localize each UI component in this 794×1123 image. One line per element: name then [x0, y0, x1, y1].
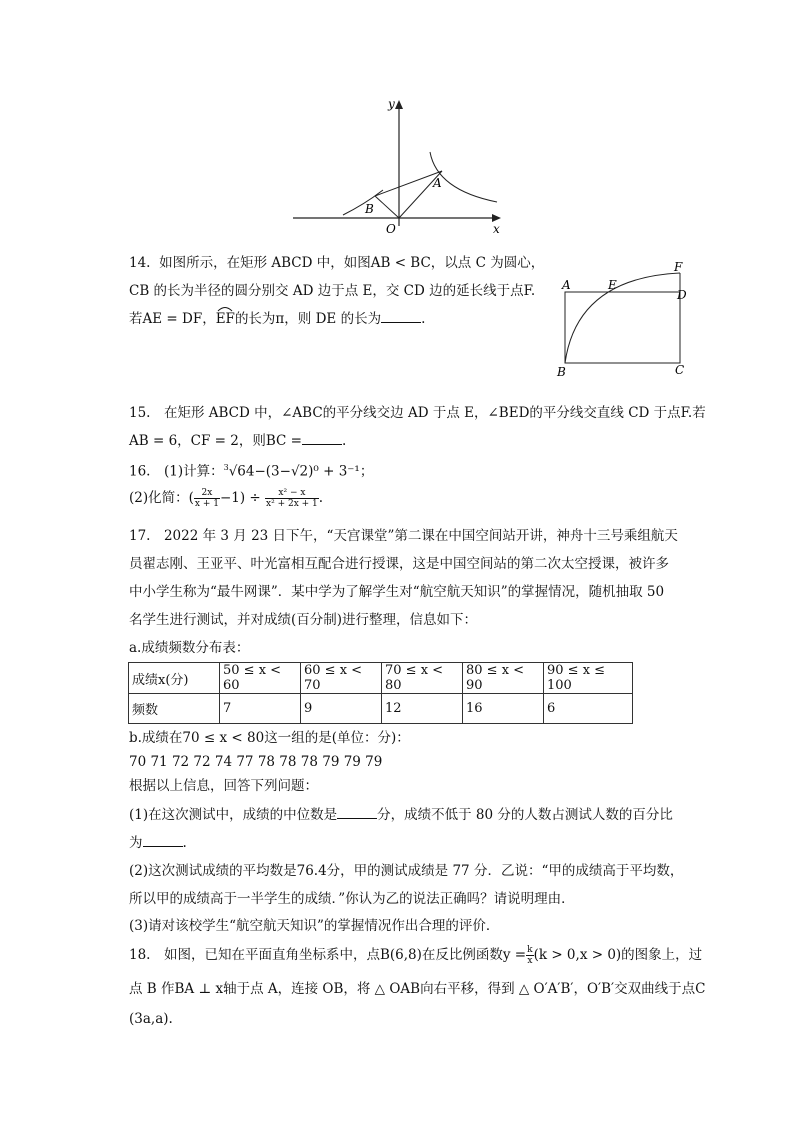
hyperbola-figure: [285, 92, 510, 242]
label-c: C: [675, 363, 685, 377]
radical-sign: √: [228, 463, 238, 480]
q17-part2-line1: (2)这次测试成绩的平均数是76.4分，甲的测试成绩是 77 分．乙说：“甲的成绩高于平均数，: [129, 863, 684, 879]
x-axis-label: x: [493, 222, 500, 236]
q17-line2: 员翟志刚、王亚平、叶光富相互配合进行授课，这是中国空间站的第二次太空授课，被许多: [129, 556, 669, 572]
label-d: D: [677, 288, 687, 302]
q15-answer-blank: [302, 432, 342, 445]
q17-line4: 名学生进行测试，并对成绩(百分制)进行整理，信息如下：: [129, 612, 478, 628]
q17-line3: 中小学生称为“最牛网课”．某中学为了解学生对“航空航天知识”的掌握情况，随机抽取 50: [129, 584, 665, 600]
q18-line3: (3a,a).: [129, 1011, 173, 1027]
rectangle-arc-figure: [555, 258, 705, 383]
table-cell: 16: [463, 694, 544, 724]
table-cell: 6: [544, 694, 633, 724]
q14-answer-blank: [381, 310, 421, 323]
label-b: B: [557, 365, 566, 379]
q16-line2: (2)化简：( $\frac{2x}{x + 1}$ −1) ÷ $\frac{\text{x² − x}}{\text{x² + 2x + 1}}$ .: [129, 488, 324, 509]
q17-intro: 根据以上信息，回答下列问题：: [129, 778, 318, 794]
q17-line1: 17. 2022 年 3 月 23 日下午，“天宫课堂”第二课在中国空间站开讲，神舟十三号乘组航天: [129, 528, 678, 544]
table-header-cell: 50 ≤ x < 60: [220, 663, 301, 694]
q17-part1-line1: (1)在这次测试中，成绩的中位数是 分，成绩不低于 80 分的人数占测试人数的百分比: [129, 807, 673, 823]
table-cell: 7: [220, 694, 301, 724]
fraction-k-over-x: $\frac{k}{x}$: [527, 945, 533, 966]
q17-part3: (3)请对该校学生“航空航天知识”的掌握情况作出合理的评价．: [129, 918, 500, 934]
table-header-cell: 80 ≤ x < 90: [463, 663, 544, 694]
q18-line1: 18. 如图，已知在平面直角坐标系中，点B(6,8)在反比例函数y = $\frac{k}{x}$ (k > 0,x > 0)的图象上，过: [129, 945, 703, 966]
table-header-cell: 成绩x(分): [129, 663, 220, 694]
label-e: E: [608, 278, 617, 292]
q18-line2: 点 B 作BA ⊥ x轴于点 A，连接 OB，将 △ OAB向右平移，得到 △ O′A′B′，O′B′交双曲线于点C: [129, 981, 706, 997]
table-row: [129, 694, 633, 724]
q15-line1: 15. 在矩形 ABCD 中，∠ABC的平分线交边 AD 于点 E，∠BED的平分线交直线 CD 于点F.若: [129, 405, 706, 421]
root-index: 3: [223, 463, 229, 472]
table-cell: 9: [301, 694, 382, 724]
table-header-row: [129, 663, 633, 694]
q17-part2-line2: 所以甲的成绩高于一半学生的成绩．”你认为乙的说法正确吗？请说明理由．: [129, 891, 575, 907]
q17-scores: 70 71 72 72 74 77 78 78 78 79 79 79: [129, 754, 383, 770]
q17-median-blank: [337, 806, 377, 819]
table-row-label: 频数: [129, 694, 220, 724]
table-header-cell: 90 ≤ x ≤ 100: [544, 663, 633, 694]
q16-line1: 16. (1)计算：$^3$√64−(3−√2)⁰ + 3⁻¹；: [129, 463, 374, 480]
label-f: F: [674, 260, 683, 274]
table-header-cell: 60 ≤ x < 70: [301, 663, 382, 694]
fraction-2: $\frac{\text{x² − x}}{\text{x² + 2x + 1}}$: [266, 488, 318, 509]
q15-line2: AB = 6，CF = 2，则BC = .: [129, 433, 347, 449]
q14-line1: 14. 如图所示，在矩形 ABCD 中，如图AB < BC，以点 C 为圆心，: [129, 255, 545, 271]
table-header-cell: 70 ≤ x < 80: [382, 663, 463, 694]
origin-label: O: [386, 222, 396, 236]
table-title: a.成绩频数分布表：: [129, 640, 250, 656]
arc-mark: [217, 306, 233, 312]
q17-percent-blank: [143, 834, 183, 847]
q14-line2: CB 的长为半径的圆分别交 AD 边于点 E，交 CD 边的延长线于点F.: [129, 283, 536, 299]
point-b-label: B: [365, 202, 374, 216]
q17-part1-line2: 为 .: [129, 835, 187, 851]
table-cell: 12: [382, 694, 463, 724]
point-a-label: A: [433, 176, 442, 190]
y-axis-label: y: [388, 97, 395, 111]
q14-line3: 若AE = DF，EF 的长为π，则 DE 的长为 .: [129, 310, 425, 328]
label-a: A: [562, 278, 571, 292]
fraction-1: $\frac{2x}{x + 1}$: [194, 488, 219, 509]
frequency-table: [128, 662, 633, 724]
arc-ef: EF: [216, 310, 235, 328]
q17-b-line: b.成绩在70 ≤ x < 80这一组的是(单位：分)：: [129, 730, 410, 746]
